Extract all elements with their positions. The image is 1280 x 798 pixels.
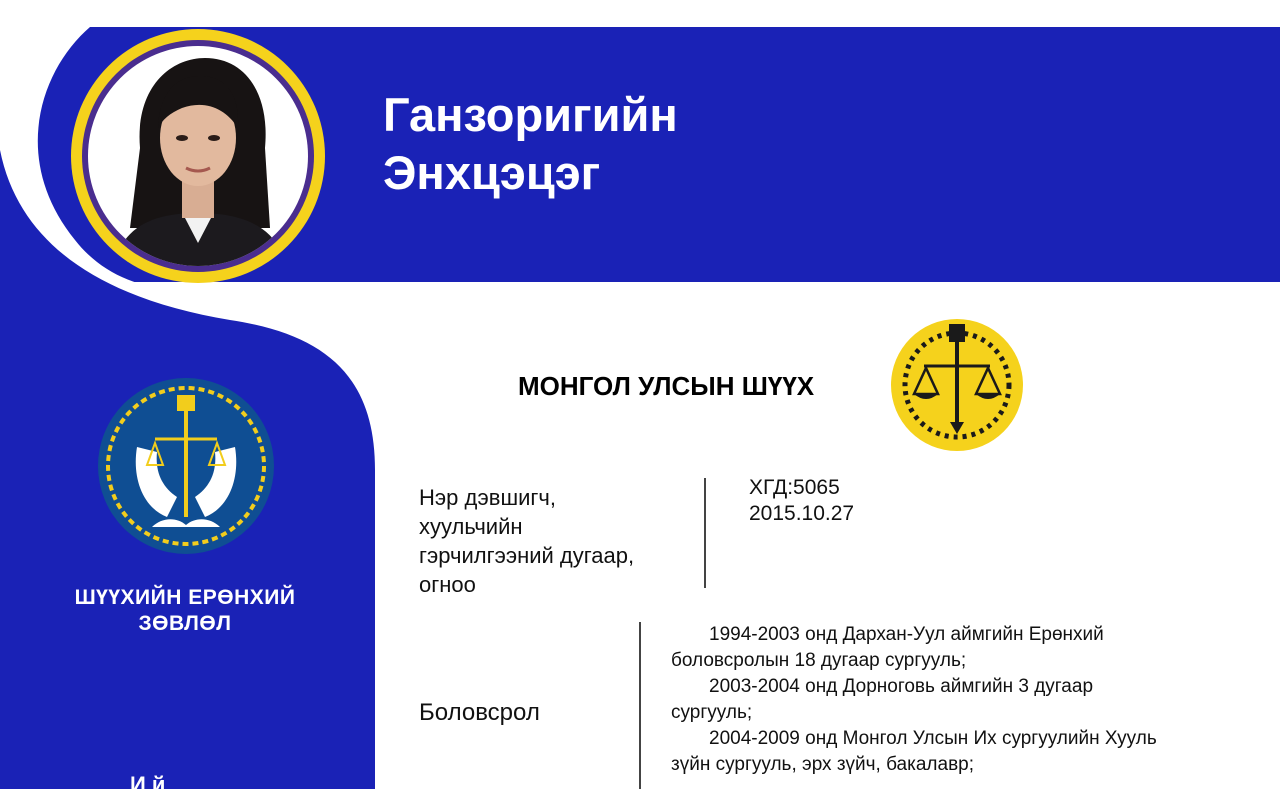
license-label-line4: огноо	[419, 572, 476, 597]
council-name-line2: ЗӨВЛӨЛ	[138, 612, 232, 635]
candidate-portrait	[70, 28, 326, 284]
judicial-council-emblem	[97, 377, 275, 555]
license-label-line2: хуульчийн	[419, 514, 523, 539]
candidate-surname: Ганзоригийн	[383, 88, 678, 141]
education-divider	[639, 622, 641, 789]
education-list	[671, 622, 1231, 778]
education-item-3-rest: зүйн сургууль, эрх зүйч, бакалавр;	[671, 754, 975, 775]
education-item-1-rest: боловсролын 18 дугаар сургууль;	[671, 650, 967, 671]
license-label-line1: Нэр дэвшигч,	[419, 485, 556, 510]
education-item-3-first: 2004-2009 онд Монгол Улсын Их сургуулийн Хууль	[709, 728, 1157, 749]
candidate-given-name: Энхцэцэг	[383, 146, 601, 199]
left-panel-cut-text: И й	[130, 772, 166, 797]
education-label: Боловсрол	[419, 699, 540, 726]
license-date: 2015.10.27	[749, 502, 855, 525]
education-item-1-first: 1994-2003 онд Дархан-Уул аймгийн Ерөнхий	[709, 624, 1104, 645]
council-name-line1: ШҮҮХИЙН ЕРӨНХИЙ	[74, 586, 296, 609]
license-number: ХГД:5065	[749, 476, 840, 499]
court-emblem	[890, 318, 1024, 452]
license-divider	[704, 478, 706, 588]
judicial-council-name	[40, 585, 330, 637]
license-label-line3: гэрчилгээний дугаар,	[419, 543, 635, 568]
license-label	[419, 483, 634, 599]
education-item-2-rest: сургууль;	[671, 702, 753, 723]
court-title: МОНГОЛ УЛСЫН ШҮҮХ	[518, 371, 815, 401]
candidate-name	[383, 86, 678, 202]
license-value	[749, 475, 854, 527]
education-item-2-first: 2003-2004 онд Дорноговь аймгийн 3 дугаар	[709, 676, 1094, 697]
